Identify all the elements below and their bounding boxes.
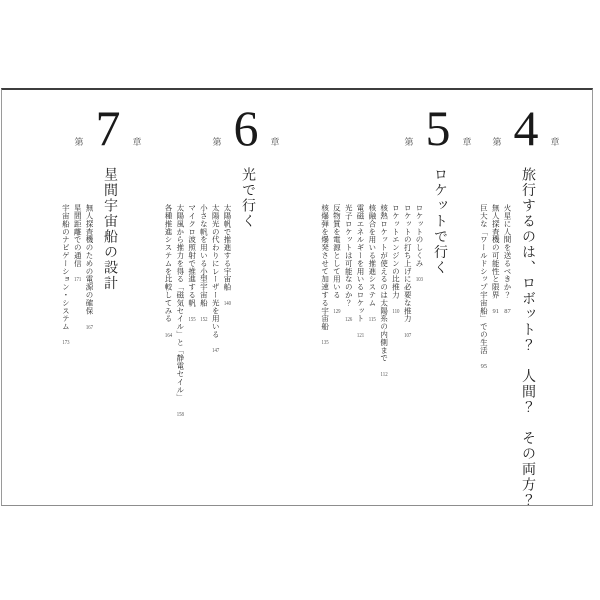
toc-entry-page: 158	[176, 410, 184, 417]
toc-entry	[342, 204, 354, 597]
chapter-number-suffix: 章	[132, 137, 142, 147]
toc-entry-page: 87	[504, 307, 511, 315]
toc-entry	[162, 204, 174, 597]
toc-entry	[71, 204, 83, 597]
chapter-number-suffix: 章	[270, 137, 280, 147]
toc-entry-title: 核融合を用いる推進システム	[367, 204, 377, 307]
toc-entry	[354, 204, 366, 597]
toc-entry-title: 太陽光の代わりにレーザー光を用いる	[211, 204, 221, 339]
toc-entry	[390, 204, 402, 597]
toc-entry-title: 太陽帆で推進する宇宙船	[223, 204, 232, 291]
chapter-numeral: 4	[513, 100, 539, 156]
toc-entry-title: マイクロ波照射で推進する帆	[187, 204, 197, 307]
toc-entry-title: 星間距離での通信	[73, 204, 83, 268]
toc-entry-page: 91	[492, 307, 499, 315]
toc-entry	[60, 204, 72, 597]
toc-entry-title: 各種推進システムを比較してみる	[164, 204, 174, 323]
toc-entry	[366, 204, 378, 597]
page-frame	[1, 88, 593, 506]
toc-entry	[209, 204, 221, 597]
toc-entry-title: ロケットの打ち上げに必要な推力	[403, 204, 413, 323]
toc-entry-title: ロケットエンジンの比推力	[391, 204, 401, 299]
toc-entry-page: 107	[404, 331, 412, 338]
toc-entry	[401, 204, 413, 597]
toc-entry-title: 火星に人間を送るべきか？	[503, 204, 512, 299]
toc-entry-title: 宇宙船のナビゲーション・システム	[61, 204, 71, 331]
toc-entry-page: 112	[380, 371, 388, 378]
toc-entry	[198, 204, 210, 597]
toc-entry-title: 電磁エネルギーを用いるロケット	[356, 204, 366, 323]
toc-entry-page: 140	[223, 299, 232, 307]
toc-entry	[378, 204, 390, 597]
toc-entry-page: 103	[415, 276, 424, 283]
toc-entry-page: 110	[392, 307, 400, 315]
toc-entry	[478, 204, 490, 597]
chapter-numeral: 6	[233, 100, 259, 156]
chapter-5-heading	[396, 102, 480, 155]
toc-entry-title: 核熱ロケットが使えるのは太陽系の内側まで	[379, 204, 389, 362]
toc-entry-page: 167	[85, 323, 94, 331]
toc-entry	[489, 204, 501, 597]
toc-entry-title: 小さな帆を用いる小型宇宙船	[199, 204, 209, 307]
chapter-number-suffix: 章	[462, 137, 472, 147]
toc-entry-page: 164	[164, 331, 173, 338]
toc-entry-page: 126	[345, 315, 353, 323]
toc-entry	[186, 204, 198, 597]
toc-entry-title: 無人探査機の可能性と限界	[491, 204, 501, 299]
toc-entry	[221, 204, 233, 597]
toc-entry-page: 152	[200, 315, 208, 323]
toc-entry	[174, 204, 186, 597]
toc-section-list	[478, 167, 513, 597]
chapter-number-prefix: 第	[404, 137, 414, 147]
toc-entry	[83, 204, 95, 597]
toc-entry-page: 173	[62, 339, 70, 346]
toc-entry-page: 129	[333, 307, 341, 315]
chapter-4-heading	[484, 102, 568, 155]
chapter-numeral: 5	[425, 100, 451, 156]
chapter-title: 旅行するのは、ロボット？ 人間？ その両方？	[520, 167, 535, 508]
toc-entry-page: 155	[188, 315, 196, 323]
chapter-number-prefix: 第	[492, 137, 502, 147]
chapter-title: 星間宇宙船の設計	[102, 167, 117, 291]
toc-section-list	[319, 167, 425, 597]
toc-entry-title: 核爆弾を爆発させて加速する宇宙船	[320, 204, 330, 331]
toc-entry	[501, 204, 513, 597]
toc-entry-page: 171	[74, 276, 82, 283]
toc-entry	[413, 204, 425, 597]
toc-entry-title: 無人探査機のための電源の確保	[85, 204, 94, 315]
toc-entry-title: ロケットのしくみ	[415, 204, 424, 268]
toc-entry	[319, 204, 331, 597]
chapter-number-prefix: 第	[74, 137, 84, 147]
chapter-number-prefix: 第	[212, 137, 222, 147]
chapter-5-body	[273, 167, 448, 597]
chapter-number-suffix: 章	[550, 137, 560, 147]
toc-section-list	[162, 167, 233, 597]
toc-entry-title: 巨大な「ワールドシップ宇宙船」での生活	[479, 204, 489, 355]
toc-entry-page: 121	[356, 331, 365, 338]
toc-entry-title: 光子ロケットは可能なのか？	[344, 204, 354, 307]
chapter-numeral: 7	[95, 100, 121, 156]
toc-entry-title: 太陽風から推力を得る「磁気セイル」と「静電セイル」	[175, 204, 185, 402]
chapter-6-heading	[204, 102, 288, 155]
toc-entry-page: 147	[212, 347, 220, 354]
chapter-title: ロケットで行く	[432, 167, 447, 276]
toc-entry-title: 反物質を電源として用いる	[332, 204, 342, 299]
toc-entry	[331, 204, 343, 597]
chapter-title: 光で行く	[240, 167, 255, 229]
toc-entry-page: 95	[480, 363, 488, 370]
chapter-7-body	[0, 167, 118, 597]
chapter-7-heading	[66, 102, 150, 155]
toc-section-list	[60, 167, 95, 597]
toc-entry-page: 135	[321, 339, 329, 346]
toc-entry-page: 115	[368, 315, 376, 323]
